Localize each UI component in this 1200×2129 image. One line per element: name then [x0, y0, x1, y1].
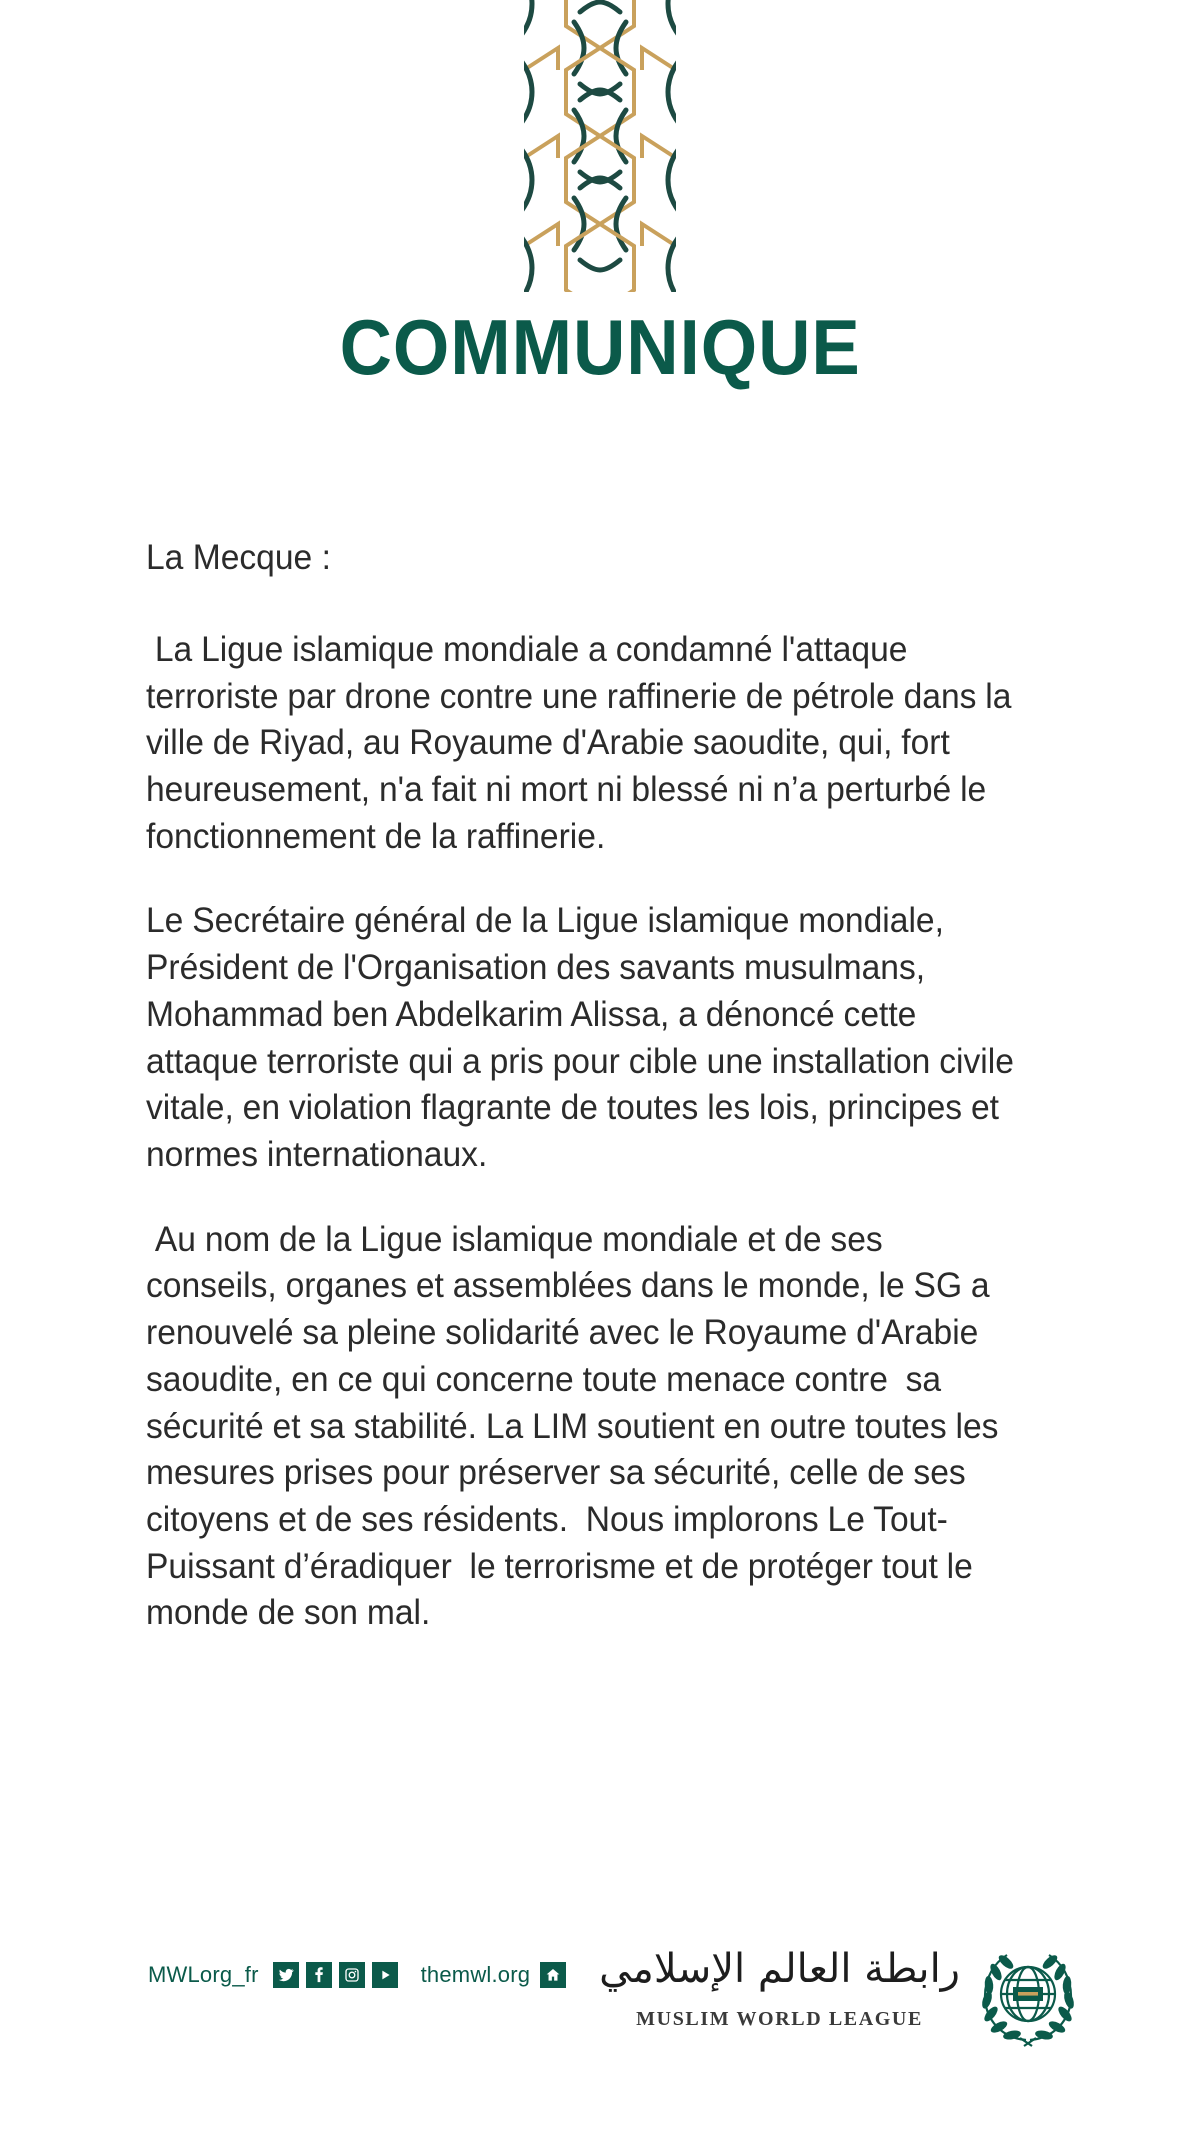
page-title-container — [0, 303, 1200, 391]
paragraph: Au nom de la Ligue islamique mondiale et de ses conseils, organes et assemblées dans le monde, le SG a renouvelé sa pleine solidarité avec le Royaume d'Arabie saoudite, en ce qui concerne toute menace contre sa sécurité et sa stabilité. La LIM soutient en outre toutes les mesures prises pour préserver sa sécurité, celle de ses citoyens et de ses résidents. Nous implorons Le Tout-Puissant d’éradiquer le terrorisme et de protéger tout le monde de son mal. — [146, 1219, 1008, 1633]
social-links-row — [148, 1962, 566, 1988]
page-title: COMMUNIQUE — [339, 303, 861, 391]
home-icon[interactable] — [540, 1962, 566, 1988]
website-label[interactable]: themwl.org — [420, 1962, 531, 1987]
mwl-logo-lockup — [599, 1940, 1082, 2050]
twitter-icon[interactable] — [273, 1962, 299, 1988]
decorative-ornament-band — [524, 0, 676, 292]
facebook-icon[interactable] — [306, 1962, 332, 1988]
article-body — [146, 536, 1056, 1637]
page-footer — [0, 1940, 1200, 2080]
paragraph: La Ligue islamique mondiale a condamné l'attaque terroriste par drone contre une raffinerie de pétrole dans la ville de Riyad, au Royaume d'Arabie saoudite, qui, fort heureusement, n'a fait ni mort ni blessé ni n’a perturbé le fonctionnement de la raffinerie. — [146, 629, 1021, 856]
logo-text-column — [599, 1940, 960, 2031]
arabic-organization-name: رابطة العالم الإسلامي — [599, 1946, 960, 1992]
paragraph: Le Secrétaire général de la Ligue islamique mondiale, Président de l'Organisation des savants musulmans, Mohammad ben Abdelkarim Alissa, a dénoncé cette attaque terroriste qui a pris pour cible une installation civile vitale, en violation flagrante de toutes les lois, principes et normes internationaux. — [146, 901, 1023, 1174]
instagram-icon[interactable] — [339, 1962, 365, 1988]
mwl-globe-laurel-emblem — [974, 1942, 1082, 2050]
english-organization-name: MUSLIM WORLD LEAGUE — [636, 2008, 923, 2030]
dateline: La Mecque : — [146, 538, 331, 577]
youtube-icon[interactable] — [372, 1962, 398, 1988]
social-handle: MWLorg_fr — [148, 1962, 259, 1987]
